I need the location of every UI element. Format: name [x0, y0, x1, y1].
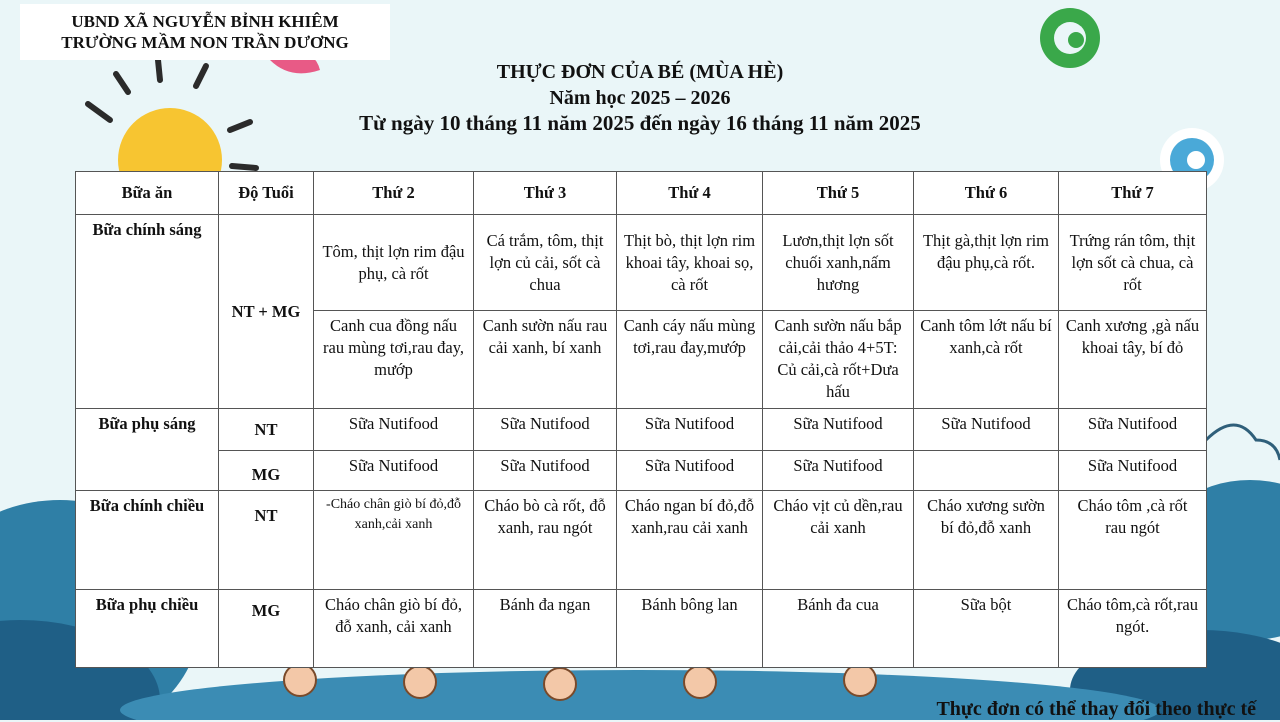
table-row [76, 451, 1207, 491]
table-cell: Canh sườn nấu bắp cải,cải thảo 4+5T: Củ cải,cà rốt+Dưa hấu [763, 311, 914, 409]
column-header-day: Thứ 4 [617, 172, 763, 215]
snail-icon [1040, 8, 1100, 68]
column-header-meal: Bữa ăn [76, 172, 219, 215]
table-cell: Cháo bò cà rốt, đỗ xanh, rau ngót [474, 491, 617, 590]
cloud-outline [1206, 425, 1280, 460]
table-cell: Sữa Nutifood [1059, 409, 1207, 451]
menu-title-block [0, 60, 1280, 137]
table-cell: Trứng rán tôm, thịt lợn sốt cà chua, cà rốt [1059, 215, 1207, 311]
table-cell: Canh sườn nấu rau cải xanh, bí xanh [474, 311, 617, 409]
column-header-day: Thứ 5 [763, 172, 914, 215]
table-cell: Cháo chân giò bí đỏ, đỗ xanh, cải xanh [314, 590, 474, 668]
table-cell: Cháo tôm ,cà rốt rau ngót [1059, 491, 1207, 590]
footer-note: Thực đơn có thể thay đổi theo thực tế [936, 698, 1256, 720]
table-cell: Canh cua đồng nấu rau mùng tơi,rau đay, mướp [314, 311, 474, 409]
table-row [76, 590, 1207, 668]
table-cell: Bánh bông lan [617, 590, 763, 668]
page-title: THỰC ĐƠN CỦA BÉ (MÙA HÈ) [496, 61, 784, 83]
weekly-menu-table [75, 171, 1207, 668]
commune-name: UBND XÃ NGUYỄN BỈNH KHIÊM [71, 12, 339, 31]
table-row [76, 491, 1207, 590]
table-cell: Canh xương ,gà nấu khoai tây, bí đỏ [1059, 311, 1207, 409]
age-label: NT [219, 409, 314, 451]
column-header-day: Thứ 7 [1059, 172, 1207, 215]
table-cell: Sữa Nutifood [617, 451, 763, 491]
column-header-day: Thứ 2 [314, 172, 474, 215]
table-row [76, 409, 1207, 451]
column-header-day: Thứ 6 [914, 172, 1059, 215]
meal-label: Bữa phụ chiều [76, 590, 219, 668]
age-label: NT + MG [219, 215, 314, 409]
table-cell: Sữa Nutifood [314, 451, 474, 491]
meal-label: Bữa chính sáng [76, 215, 219, 409]
table-row [76, 215, 1207, 311]
table-cell: Tôm, thịt lợn rim đậu phụ, cà rốt [314, 215, 474, 311]
table-cell: -Cháo chân giò bí đỏ,đỗ xanh,cải xanh [314, 491, 474, 590]
table-cell: Thịt gà,thịt lợn rim đậu phụ,cà rốt. [914, 215, 1059, 311]
table-cell: Thịt bò, thịt lợn rim khoai tây, khoai sọ, cà rốt [617, 215, 763, 311]
age-label: NT [219, 491, 314, 590]
table-cell: Sữa Nutifood [763, 409, 914, 451]
table-cell: Canh cáy nấu mùng tơi,rau đay,mướp [617, 311, 763, 409]
table-cell: Sữa Nutifood [474, 451, 617, 491]
table-header-row [76, 172, 1207, 215]
table-cell: Cháo vịt củ dền,rau cải xanh [763, 491, 914, 590]
school-header [20, 4, 390, 60]
table-cell: Bánh đa cua [763, 590, 914, 668]
column-header-day: Thứ 3 [474, 172, 617, 215]
column-header-age: Độ Tuổi [219, 172, 314, 215]
age-label: MG [219, 590, 314, 668]
date-range: Từ ngày 10 tháng 11 năm 2025 đến ngày 16 tháng 11 năm 2025 [359, 111, 921, 135]
table-cell: Sữa Nutifood [617, 409, 763, 451]
meal-label: Bữa chính chiều [76, 491, 219, 590]
table-cell: Cháo tôm,cà rốt,rau ngót. [1059, 590, 1207, 668]
meal-label: Bữa phụ sáng [76, 409, 219, 491]
table-cell: Cháo xương sườn bí đỏ,đỗ xanh [914, 491, 1059, 590]
school-year: Năm học 2025 – 2026 [549, 86, 731, 109]
table-cell: Sữa Nutifood [1059, 451, 1207, 491]
table-cell: Sữa Nutifood [474, 409, 617, 451]
table-cell [914, 451, 1059, 491]
table-cell: Lươn,thịt lợn sốt chuối xanh,nấm hương [763, 215, 914, 311]
table-cell: Sữa bột [914, 590, 1059, 668]
school-name: TRƯỜNG MẦM NON TRẦN DƯƠNG [61, 33, 349, 52]
table-cell: Sữa Nutifood [314, 409, 474, 451]
table-cell: Canh tôm lớt nấu bí xanh,cà rốt [914, 311, 1059, 409]
table-cell: Sữa Nutifood [914, 409, 1059, 451]
table-cell: Cháo ngan bí đỏ,đỗ xanh,rau cải xanh [617, 491, 763, 590]
table-cell: Bánh đa ngan [474, 590, 617, 668]
table-cell: Cá trắm, tôm, thịt lợn củ cải, sốt cà chua [474, 215, 617, 311]
table-cell: Sữa Nutifood [763, 451, 914, 491]
age-label: MG [219, 451, 314, 491]
